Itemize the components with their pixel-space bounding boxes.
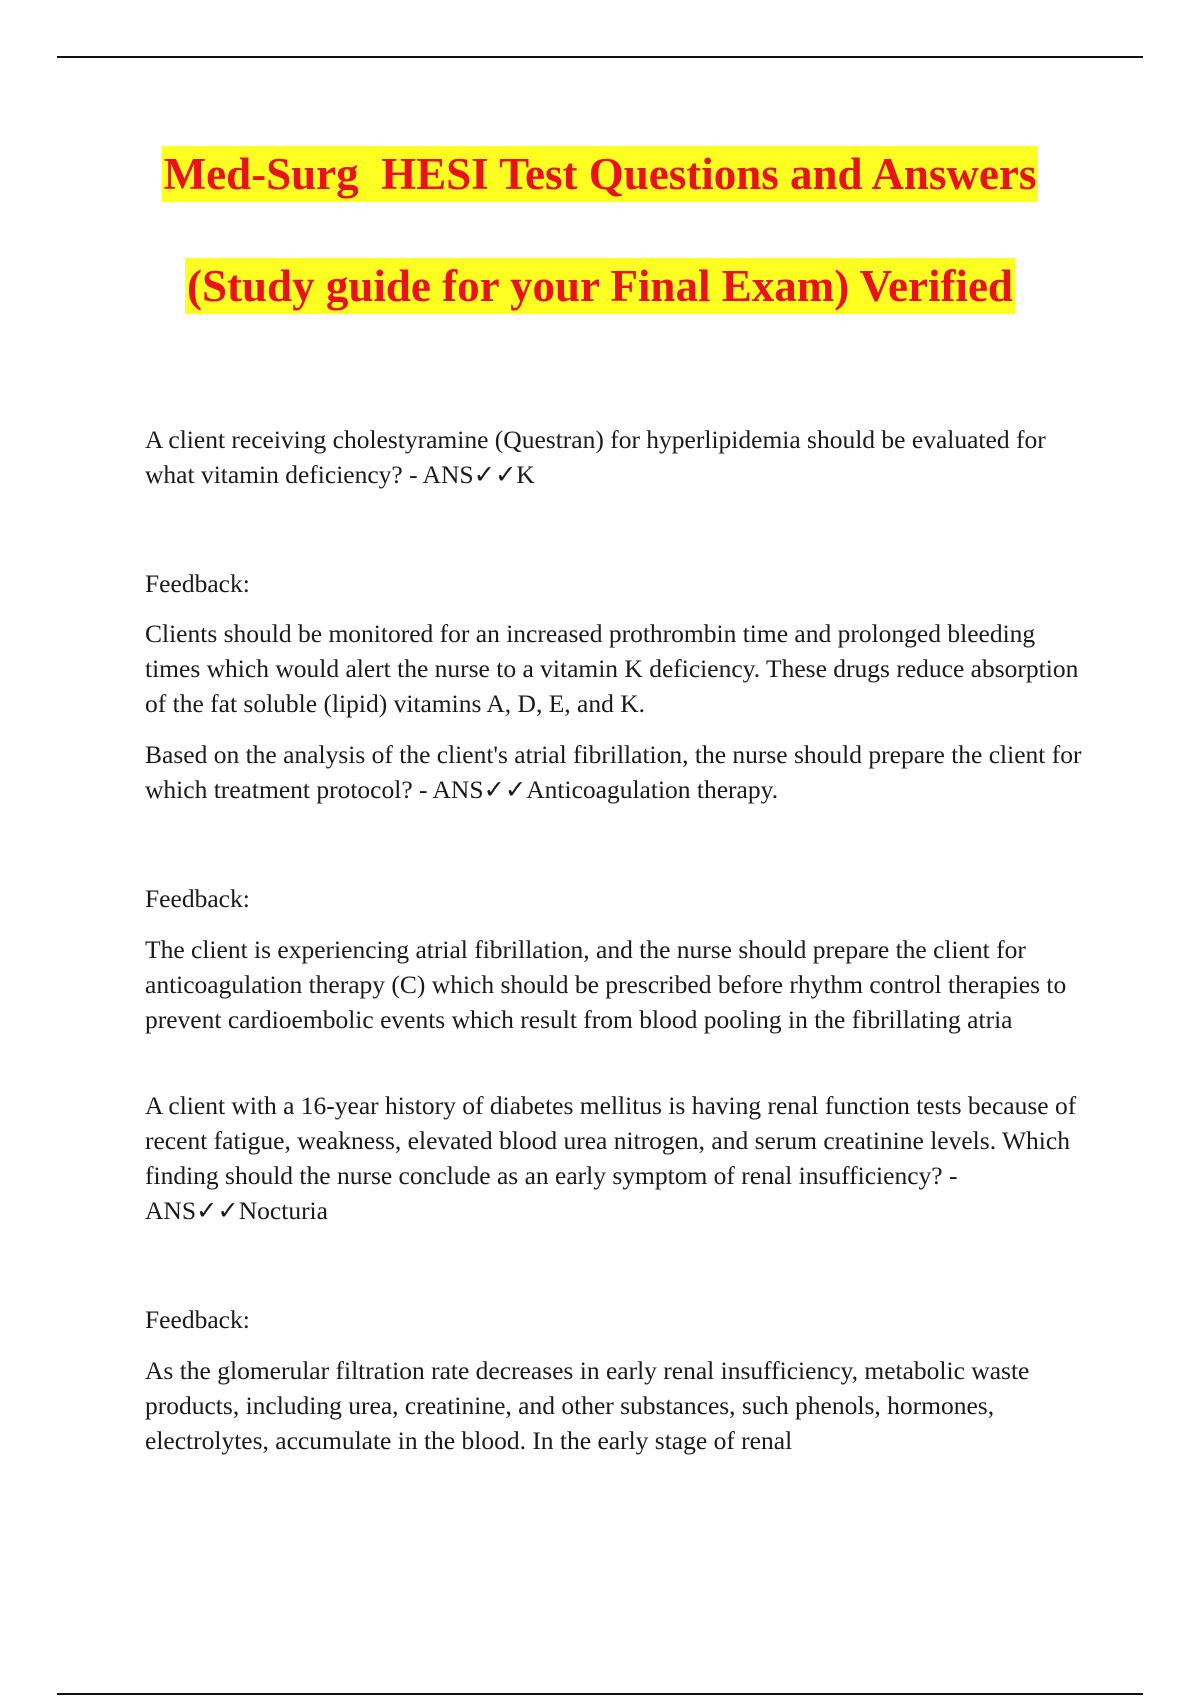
document-title-line-1: Med-Surg HESI Test Questions and Answers <box>162 146 1039 202</box>
question-3-text: A client with a 16-year history of diabetes mellitus is having renal function tests because of recent fatigue, weakness, elevated blood urea nitrogen, and serum creatinine levels. Which finding should the nurse conclude as an early symptom of renal insufficiency? - ANS✓✓Nocturia <box>145 1090 1077 1225</box>
feedback-2-label: Feedback: <box>145 883 250 913</box>
document-title-line-2: (Study guide for your Final Exam) Verified <box>185 258 1015 314</box>
question-3 <box>145 1062 1090 1253</box>
question-1-text: A client receiving cholestyramine (Questran) for hyperlipidemia should be evaluated for what vitamin deficiency? - ANS✓✓K <box>145 424 1046 489</box>
feedback-3-text: As the glomerular filtration rate decreases in early renal insufficiency, metabolic waste products, including urea, creatinine, and other substances, such phenols, hormones, electrolytes, accumulate in the blood. In the early stage of renal <box>145 1355 1030 1455</box>
question-2 <box>145 711 1090 832</box>
feedback-2 <box>145 906 1090 1062</box>
feedback-1-text: Clients should be monitored for an increased prothrombin time and prolonged bleeding times which would alert the nurse to a vitamin K deficiency. These drugs reduce absorption of the fat soluble (lipid) vitamins A, D, E, and K. <box>145 618 1079 718</box>
title-line-1-wrap <box>0 146 1200 202</box>
feedback-1-label: Feedback: <box>145 568 250 598</box>
title-line-2-wrap <box>0 258 1200 314</box>
question-2-text: Based on the analysis of the client's atrial fibrillation, the nurse should prepare the client for which treatment protocol? - ANS✓✓Anticoagulation therapy. <box>145 739 1082 804</box>
top-rule <box>57 56 1143 58</box>
feedback-2-text: The client is experiencing atrial fibrillation, and the nurse should prepare the client for anticoagulation therapy (C) which should be prescribed before rhythm control therapies to prevent cardioembolic events which result from blood pooling in the fibrillating atria <box>145 934 1067 1034</box>
bottom-rule <box>57 1693 1143 1695</box>
feedback-3-label: Feedback: <box>145 1304 250 1334</box>
feedback-3 <box>145 1327 1090 1483</box>
question-1 <box>145 396 1090 517</box>
